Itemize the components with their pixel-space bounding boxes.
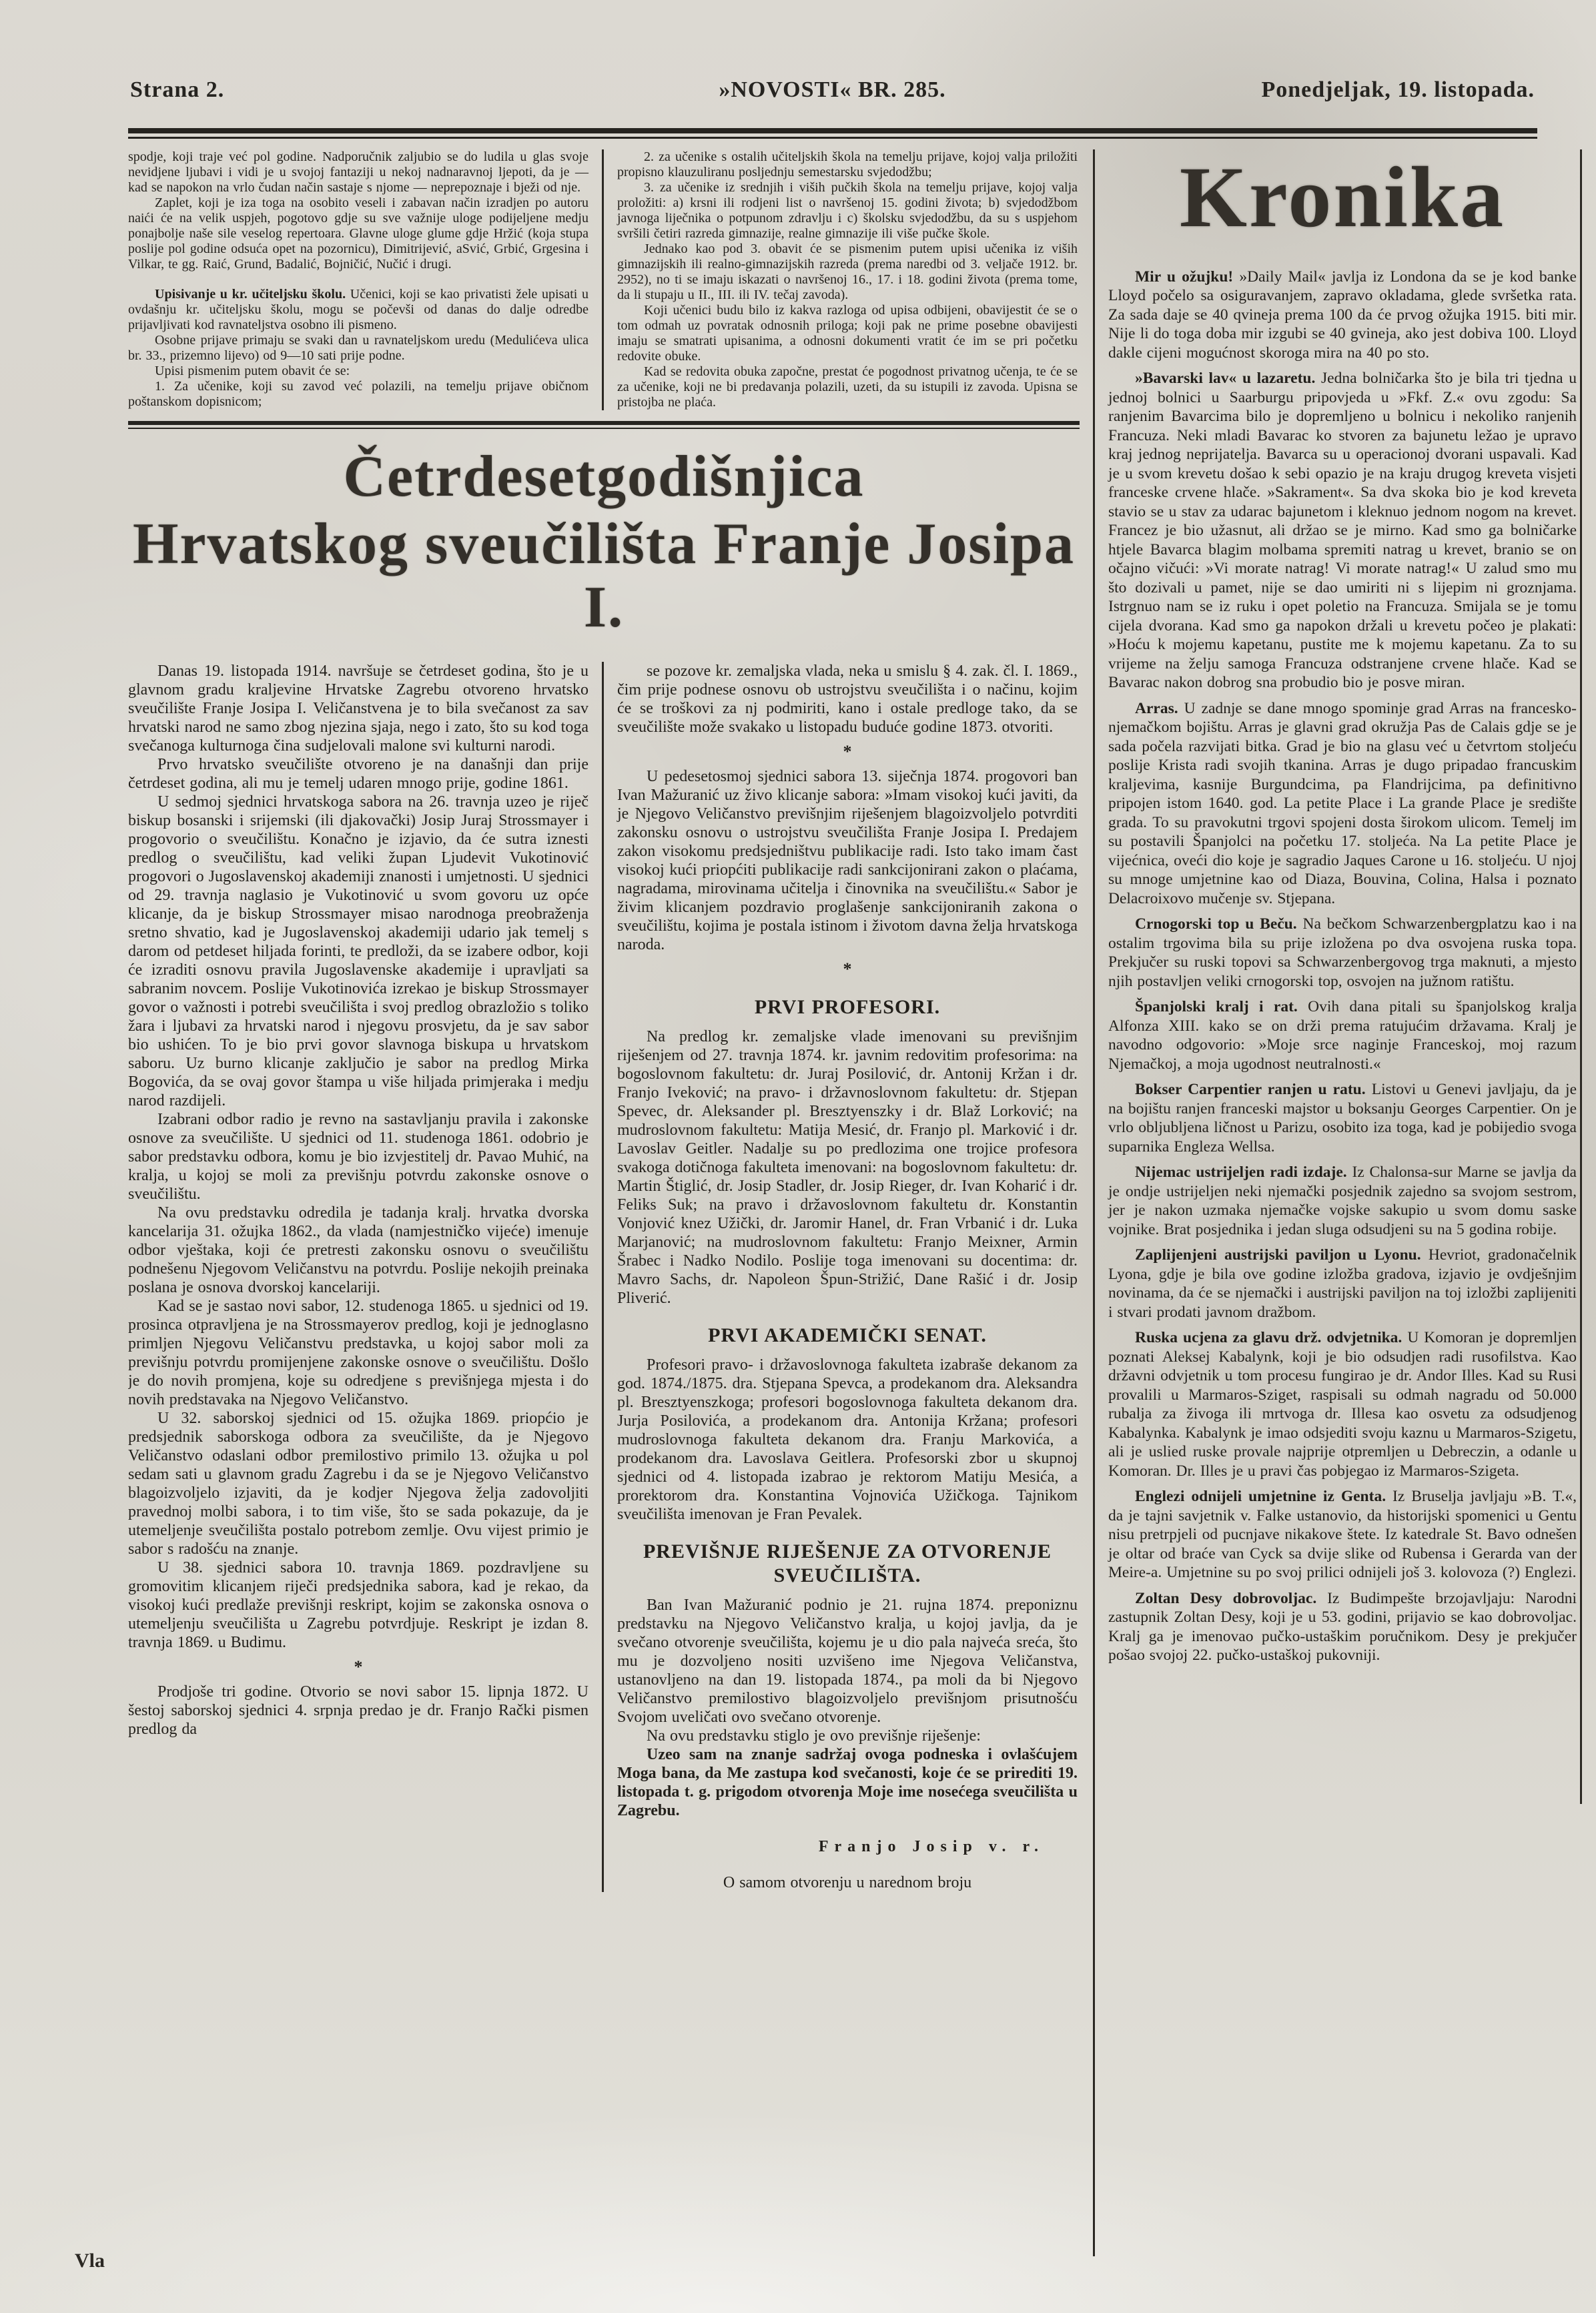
paragraph bbox=[617, 1027, 1078, 1308]
top-section bbox=[128, 149, 1080, 410]
column-divider-2 bbox=[1093, 149, 1095, 2256]
feature-columns bbox=[128, 662, 1080, 1892]
kronika-item-text: Iz Budimpešte brzojavljaju: Narodni zastupnik Zoltan Desy, koji je u 53. godini, prijavio se kao dobrovoljac. Kralj ga je imenovao pučko-ustaškim poručnikom. Desy je prekjučer pošao svojoj 22. pučko-ustaškoj pukovniji. bbox=[1108, 1589, 1577, 1664]
paragraph-text: Kad se redovita obuka započne, prestat će pogodnost privatnog učenja, te će se za učenike, koji ne bi predavanja polazili, uzeti, da su istupili iz zavoda. Upisna se pristojba ne plaća. bbox=[617, 364, 1078, 410]
masthead bbox=[130, 77, 1535, 103]
paragraph bbox=[128, 1683, 588, 1739]
paragraph-text: Na ovu predstavku odredila je tadanja kralj. hrvatka dvorska kancelarija 31. ožujka 1862., da vlada (namjestničko vijeće) imenuje odbor vještaka, koji će pretresti zakonsku osnovu o sveučilištu podnešenu Njegovom Veličanstvu na potvrdu. Poslije nekojih preinaka poslana je osnova dvorskoj kancelariji. bbox=[128, 1204, 588, 1297]
paragraph-text: se pozove kr. zemaljska vlada, neka u smislu § 4. zak. čl. I. 1869., čim prije podnese osnovu ob ustrojstvu sveučilišta i o načinu, kojim će se troškovi za nj podmiriti, kano i ostale predloge tako, da se sveučilište može svakako u listopadu buduće godine 1873. otvoriti. bbox=[617, 662, 1078, 737]
paragraph-text: Izabrani odbor radio je revno na sastavljanju pravila i zakonske osnove za sveučilište. U sjednici od 11. studenoga 1861. odobrio je sabor predstavku odbora, komu je bio izvjestitelj dr. Pavao Muhić, na kralja, u kojoj se moli za previšnju potvrdu zakonske osnove o sveučilištu. bbox=[128, 1111, 588, 1204]
paragraph-text: 2. za učenike s ostalih učiteljskih škola na temelju prijave, kojoj valja priložiti propisno klauzuliranu posljednju semestarsku svjedodžbu; bbox=[617, 149, 1078, 179]
newspaper-title: »NOVOSTI« BR. 285. bbox=[719, 77, 946, 102]
paragraph-text: PRVI AKADEMIČKI SENAT. bbox=[708, 1324, 987, 1347]
paragraph bbox=[128, 333, 588, 364]
kronika-item-text: Listovi u Genevi javljaju, da je na bojištu ranjen franceski majstor u boksanju Georges Carpentier. On je vrlo obljubljena ličnost u Parizu, osobito iza toga, kad je pobijedio svoga suparnika Engleza Wellsa. bbox=[1108, 1081, 1577, 1155]
kronika-title: Kronika bbox=[1179, 149, 1506, 246]
kronika-item-lead: Španjolski kralj i rat. bbox=[1135, 998, 1308, 1015]
paragraph bbox=[128, 1204, 588, 1297]
kronika-item bbox=[1108, 699, 1577, 909]
issue-date: Ponedjeljak, 19. listopada. bbox=[1261, 77, 1535, 102]
paragraph bbox=[128, 755, 588, 793]
kronika-item-lead: Zaplijenjeni austrijski paviljon u Lyonu. bbox=[1135, 1246, 1429, 1264]
kronika-item-lead: Zoltan Desy dobrovoljac. bbox=[1135, 1589, 1328, 1607]
paragraph bbox=[128, 287, 588, 333]
paragraph-text: Učenici, koji se kao privatisti žele upisati u ovdašnju kr. učiteljsku školu, mogu se počevši od danas do dalje odredbe prijavljivati kod ravnateljstva osobno ili pismeno. bbox=[128, 287, 588, 332]
paragraph bbox=[617, 364, 1078, 410]
paragraph bbox=[128, 364, 588, 379]
paragraph bbox=[128, 662, 588, 755]
kronika-item bbox=[1108, 1589, 1577, 1665]
paragraph bbox=[617, 995, 1078, 1019]
kronika-items bbox=[1108, 268, 1577, 1665]
paragraph-lead: Upisivanje u kr. učiteljsku školu. bbox=[155, 287, 350, 302]
feature-headline-line2: Hrvatskog sveučilišta Franje Josipa I. bbox=[133, 512, 1075, 640]
catchword: Vla bbox=[75, 2250, 105, 2272]
paragraph bbox=[617, 767, 1078, 954]
kronika-item-lead: Ruska ucjena za glavu drž. odvjetnika. bbox=[1135, 1329, 1408, 1346]
paragraph bbox=[617, 149, 1078, 180]
section-divider-rule bbox=[128, 421, 1080, 429]
paragraph-text: Osobne prijave primaju se svaki dan u ravnateljskom uredu (Medulićeva ulica br. 33., prizemno lijevo) od 9—10 sati prije podne. bbox=[128, 333, 588, 363]
paragraph bbox=[617, 742, 1078, 762]
paragraph-text: Zaplet, koji je iza toga na osobito veseli i zabavan način izradjen po autoru naići će na velik uspjeh, pogotovo gdje su sve važnije uloge podijeljene medju ponajbolje naše sile veselog repertoara. Glavne uloge glume gdje Hržić (koja stupa poslije pol godine odsuća opet na pozornicu), Dimitrijević, aSvić, Grbić, Grgesina i Vilkar, te gg. Raić, Grund, Badalić, Bojničić, Nučić i drugi. bbox=[128, 195, 588, 272]
kronika-item bbox=[1108, 1163, 1577, 1239]
paragraph-text: U sedmoj sjednici hrvatskoga sabora na 26. travnja uzeo je riječ biskup bosanski i srijemski (ili djakovački) Josip Juraj Strossmayer i progovorio o sveučilištu. Konačno je izjavio, da će sutra iznesti predlog o sveučilištu, kad veliki župan Ljudevit Vukotinović progovori o Jugoslavenskoj akademiji znanosti i umjetnosti. U sjednici od 29. travnja naglasio je Vukotinović u svom govoru uz opće klicanje, da je biskup Strossmayer misao narodnoga preobraženja sretno shvatio, kad je Jugoslavenskoj akademiji udario jak temelj s darom od petdeset hiljada forinti, te predloži, da se izabere odbor, koji će izraditi osnovu pravila Jugoslavenske akademije i upravljati sa sabranim novcem. Poslije Vukotinovića izrekao je biskup Strossmayer govor o važnosti i potrebi sveučilišta i svoj predlog obrazložio s toliko žara i ljubavi za hrvatski narod i njegovu prosvjetu, da je sav sabor bio ushićen. To je bio prvi govor slavnoga biskupa u hrvatskom saboru. Uz burno klicanje zaključio je sabor na predlog Mirka Bogovića, da se ovaj govor štampa u više hiljada primjeraka i medju narod razdijeli. bbox=[128, 793, 588, 1110]
paragraph bbox=[617, 180, 1078, 242]
kronika-item-text: Hevriot, gradonačelnik Lyona, gdje je bila ove godine izložba gradova, izjavio je ovdješnjim novinama, da će se njemački i austrijski paviljon na toj izložbi zaplijeniti i stvari prodati javnom dražbom. bbox=[1108, 1246, 1577, 1321]
paragraph bbox=[617, 303, 1078, 364]
header-rule bbox=[128, 128, 1537, 139]
kronika-item-text: Iz Bruselja javljaju »B. T.«, da je tajni savjetnik v. Falke ustanovio, da historijski spomenici u Gentu nisu pretrpjeli od pucnjave nikakove štete. Iz katedrale St. Bavo odnešen je oltar od braće van Cyck sa dvije slike od Rubensa i Gerarda van der Meire-a. Umjetnine su po svoj prilici odnijeli još 3. kolovoza (?) Englezi. bbox=[1108, 1488, 1577, 1581]
left-top-column bbox=[128, 149, 588, 410]
paragraph-text: Profesori pravo- i državoslovnoga fakulteta izabraše dekanom za god. 1874./1875. dra. Stjepana Spevca, a prodekanom dra. Aleksandra pl. Bresztyenszkoga; profesori bogoslovnoga fakulteta dekanom dra. Jurja Posilovića, a prodekanom dra. Antonija Kržana; profesori mudroslovnoga fakulteta dekanom dra. Franju Markovića, a prodekanom dra. Lavoslava Geitlera. Profesorski zbor u skupnoj sjednici od 4. listopada izabrao je rektorom Matiju Mesića, a prorektorom dra. Konstantina Vojnovića Užičkoga. Tajnikom sveučilišta imenovan je Fran Pevalek. bbox=[617, 1356, 1078, 1524]
kronika-item-lead: Bokser Carpentier ranjen u ratu. bbox=[1135, 1081, 1372, 1098]
middle-top-column bbox=[617, 149, 1078, 410]
feature-headline-line1: Četrdesetgodišnjica bbox=[343, 444, 865, 509]
paragraph bbox=[617, 1745, 1078, 1820]
paragraph-text: Na predlog kr. zemaljske vlade imenovani su previšnjim riješenjem od 27. travnja 1874. kr. javnim redovitim profesorima: na bogoslovnom fakultetu: dr. Juraj Posilović, dr. Antonij Kržan i dr. Franjo Iveković; na pravo- i državnoslovnom fakultetu: dr. Stjepan Spevec, dr. Aleksander pl. Bresztyenszky i dr. Blaž Lorković; na mudroslovnom fakultetu: Matija Mesić, dr. Franjo pl. Marković i dr. Lavoslav Geitler. Nadalje su po predlozima one trojice profesora svakoga dotičnoga fakulteta imenovani: na bogoslovnom fakultetu: dr. Martin Štiglić, dr. Josip Stadler, dr. Josip Rieger, dr. Ivan Koharić i dr. Feliks Suk; na pravo i državoslovnom fakultetu dr. Konstantin Vonjović knez Užički, dr. Jaromir Hanel, dr. Fran Vrbanić i dr. Luka Marjanović; na mudroslovnom fakultetu: Franjo Meixner, Armin Šrabec i Nadko Nodilo. Poslije toga imenovani su docentima: dr. Mavro Sachs, dr. Napoleon Špun-Strižić, Dane Rašić i dr. Josip Pliverić. bbox=[617, 1028, 1078, 1308]
paragraph bbox=[617, 959, 1078, 979]
paragraph-text: Uzeo sam na znanje sadržaj ovoga podneska i ovlašćujem Moga bana, da Me zastupa kod svečanosti, koje će se prirediti 19. listopada t. g. prigodom otvorenja Moje ime nosećega sveučilišta u Zagrebu. bbox=[617, 1746, 1078, 1820]
paragraph bbox=[128, 793, 588, 1110]
paragraph bbox=[617, 1540, 1078, 1588]
kronika-item-lead: Englezi odnijeli umjetnine iz Genta. bbox=[1135, 1488, 1393, 1505]
paragraph-text: * bbox=[843, 959, 852, 979]
paragraph bbox=[128, 1110, 588, 1204]
paragraph-text: Koji učenici budu bilo iz kakva razloga od upisa odbijeni, obavijestit će se o tom odmah uz povratak odnosnih priloga; koji pak ne prime posebne obavijesti imaju se smatrati upisanima, a odnosni dokumenti vratit će im se pri početku redovite obuke. bbox=[617, 303, 1078, 364]
kronika-item bbox=[1108, 268, 1577, 363]
kronika-item-lead: Arras. bbox=[1135, 699, 1184, 717]
paragraph-text: U 38. sjednici sabora 10. travnja 1869. pozdravljene su gromovitim klicanjem riječi predsjednika sabora, kad je rekao, da visokoj kući predlaže previšnji reskript, kojim se zakonska osnova o utemeljenju sveučilišta u Zagrebu potvrdjuje. Reskript je izdan 8. travnja 1869. u Budimu. bbox=[128, 1559, 588, 1652]
kronika-item bbox=[1108, 1328, 1577, 1480]
paragraph-text: Prodjoše tri godine. Otvorio se novi sabor 15. lipnja 1872. U šestoj saborskoj sjednici 4. srpnja predao je dr. Franjo Rački pismen predlog da bbox=[128, 1683, 588, 1739]
paragraph-text: Ban Ivan Mažuranić podnio je 21. rujna 1874. preponiznu predstavku na Njegovo Veličanstvo kralja, u kojoj javlja, da je svečano otvorenje sveučilišta, kojemu je u dio pala najveća sreća, što mu je dozvoljeno nositi uzvišeno ime Njegova Veličanstva, ustanovljeno na dan 19. listopada 1874., pa moli da bi Njegovo Veličanstvo premilostivo blagoizvoljelo previšnjom prisutnošću Svojom uveličati ovo svečano otvorenje. bbox=[617, 1596, 1078, 1727]
paragraph-text: O samom otvorenju u narednom broju bbox=[723, 1874, 972, 1892]
kronika-item-text: Na bečkom Schwarzenbergplatzu kao i na ostalim trgovima bila su prije izložena po dva osvojena ruska topa. Prekjučer su ruski topovi sa Schwarzenbergovog trga maknuti, a mjesto njih postavljen veliki crnogorski top, osvojen na južnom ratištu. bbox=[1108, 915, 1577, 990]
paragraph-text: U 32. saborskoj sjednici od 15. ožujka 1869. priopćio je predsjednik saborskoga odbora za sveučilište, da je Njegovo Veličanstvo odaslani odbor premilostivo primilo 13. ožujka u pol sedam sati u glavnom gradu Zagrebu i da se je Njegovo Veličanstvo blagoizvoljelo izjaviti, da je kodjer Njegova želja zadovoljiti pravednoj molbi sabora, i to tim više, što se sada pokazuje, da je utemeljenje sveučilišta postalo potrebom zemlje. Ovu vijest primio je sabor s radošću na znanje. bbox=[128, 1410, 588, 1558]
kronika-item bbox=[1108, 369, 1577, 692]
paragraph-text: spodje, koji traje već pol godine. Nadporučnik zaljubio se do ludila u glas svoje nevidjene ljubavi i vidi je u svojoj fantaziji u nekoj nadnaravnoj ljepoti, da je — kad se napokon na vrlo čudan način sastaje s njome — neprepoznaje i bježi od nje. bbox=[128, 149, 588, 195]
page-number: Strana 2. bbox=[130, 77, 225, 102]
kronika-item bbox=[1108, 1080, 1577, 1156]
kronika-item-text: »Daily Mail« javlja iz Londona da se je kod banke Lloyd počelo sa osiguravanjem, zapravo okladama, glede svršetka rata. Za sada daje se 40 qvineja prema 100 da će prvog ožujka 1915. biti mir. Nije li do toga doba mir izgubi se 40 gvineja, ako jest dobiva 100. Lloyd dakle cijeni mogućnost skoroga mira na 40 po sto. bbox=[1108, 268, 1577, 362]
feature-column-left bbox=[128, 662, 588, 1892]
paragraph-text: Jednako kao pod 3. obavit će se pismenim putem upisi učenika iz viših gimnazijskih ili realno-gimnazijskih razreda (prema naredbi od 3. veljače 1912. br. 2952), no ti se imaju iskazati o navršenoj 16., 17. i 18. godini života (prema tome, da li stupaju u II., III. ili IV. tečaj zavoda). bbox=[617, 242, 1078, 302]
right-edge-rule bbox=[1580, 149, 1582, 1804]
paragraph-text: Kad se je sastao novi sabor, 12. studenoga 1865. u sjednici od 19. prosinca otpravljena je na Strossmayerov predlog, koji je jednoglasno primljen Njegovu Veličanstvu predstavka, u kojoj sabor moli za previšnju potvrdu promijenjene zakonske osnove o sveučilištu. Došlo je do novih promjena, koje su odredjene s previšnjega mjesta i do novih predstavaka na Njegovo Veličanstvo. bbox=[128, 1298, 588, 1409]
left-region bbox=[128, 149, 1080, 2256]
paragraph bbox=[128, 1558, 588, 1652]
paragraph bbox=[617, 1596, 1078, 1727]
kronika-item-text: U Komoran je dopremljen poznati Aleksej Kabalynk, koji je bio odsudjen radi rusofilstva. Kao državni odvjetnik u tom procesu fungirao je dr. Andor Illes. Kad su Rusi provalili u Marmaros-Sziget, raspisali su odmah nagradu od 50.000 rubalja za živoga ili mrtvoga dr. Illesa kao osvetu za odsudjenog Kabalynka. Kabalynk je imao odsjediti svoju kaznu u Marmaros-Szigetu, ali je uslied ruske provale najprije otpremljen u Debreczin, a odanle u Komoran. Dr. Illes je u pravi čas pobjegao iz Marmaros-Szigeta. bbox=[1108, 1329, 1577, 1480]
feature-column-right bbox=[617, 662, 1078, 1892]
paragraph-text: 1. Za učenike, koji su zavod već polazili, na temelju prijave običnom poštanskom dopisnicom; bbox=[128, 379, 588, 409]
paragraph bbox=[617, 1873, 1078, 1892]
kronika-item-text: U zadnje se dane mnogo spominje grad Arras na francesko-njemačkom bojištu. Arras je glavni grad okružja Pas de Calais gdje se je sada počela razvijati bitka. Grad je bio na glasu već u četvrtom stoljeću poslije Krista radi svojih tkanina. Arras je dugo pripadao francuskim kraljevima, kasnije Burgundcima, pa Flandrijcima, pa definitivno pripojen istom 1640. god. La petite Place i La grande Place je središte grada. To su pravokutni trgovi spojeni dosta širokom ulicom. Temelj im su postavili Španjolci na početku 17. stoljeća. Na La petite Place je vijećnica, oveći dio koje je sagradio Jaques Carone u 16. stoljeću. U njoj su mnoge umjetnine kao od Diaza, Bouvina, Colina, Halsa i poznato Delacroixovo mučenje sv. Stjepana. bbox=[1108, 699, 1577, 907]
kronika-item-lead: »Bavarski lav« u lazaretu. bbox=[1135, 370, 1322, 387]
paragraph bbox=[128, 149, 588, 195]
paragraph-text: Danas 19. listopada 1914. navršuje se četrdeset godina, što je u glavnom gradu kraljevine Hrvatske Zagrebu otvoreno hrvatsko sveučilište Franje Josipa I. Veličanstvena je to bila svečanost za sav hrvatski narod ne samo zbog njezina sjaja, nego i zato, što su kod toga svečanoga kulturnoga čina sudjelovali malone svi kulturni narodi. bbox=[128, 662, 588, 755]
paragraph bbox=[128, 1297, 588, 1409]
paragraph bbox=[128, 379, 588, 410]
feature-article bbox=[128, 433, 1080, 1892]
paragraph-text: Na ovu predstavku stiglo je ovo previšnje riješenje: bbox=[647, 1727, 981, 1745]
paragraph bbox=[617, 1837, 1078, 1856]
paragraph-text: PREVIŠNJE RIJEŠENJE ZA OTVORENJE SVEUČILIŠTA. bbox=[643, 1540, 1052, 1587]
column-divider-1b bbox=[602, 662, 604, 1892]
kronika-item-lead: Mir u ožujku! bbox=[1135, 268, 1240, 286]
paragraph-text: * bbox=[843, 742, 852, 762]
page-columns bbox=[128, 149, 1579, 2256]
paragraph-text: Franjo Josip v. r. bbox=[818, 1838, 1044, 1856]
paragraph bbox=[128, 1409, 588, 1558]
kronika-item-lead: Nijemac ustrijeljen radi izdaje. bbox=[1135, 1164, 1352, 1181]
kronika-item-text: Ovih dana pitali su španjolskog kralja Alfonza XIII. kako se on drži prema ratujućim državama. Kralj je navodno odgovorio: »Moje srce naginje Franceskoj, moj razum Njemačkoj, a moja ugodnost neutralnosti.« bbox=[1108, 998, 1577, 1073]
paragraph bbox=[617, 1356, 1078, 1524]
paragraph bbox=[128, 1657, 588, 1677]
paragraph bbox=[617, 662, 1078, 737]
kronika-item bbox=[1108, 1487, 1577, 1582]
kronika-item-lead: Crnogorski top u Beču. bbox=[1135, 915, 1303, 933]
kronika-item-text: Iz Chalonsa-sur Marne se javlja da je ondje ustrijeljen neki njemački posjednik zajedno sa svojom sestrom, jer je nakon uzmaka njemačke vojske sakupio u svom domu saske vojnike. Brat posjednika i jedan sluga odsudjeni su na 5 godina robije. bbox=[1108, 1164, 1577, 1238]
paragraph bbox=[128, 195, 588, 272]
kronika-item bbox=[1108, 1246, 1577, 1322]
paragraph-text: 3. za učenike iz srednjih i viših pučkih škola na temelju prijave, kojoj valja proložiti: a) krsni ili rodjeni list o navršenoj 15. godini života; b) svjedodžbom javnoga liječnika o potpunom zdravlju i c) školsku svjedodžbu, da su s uspjehom svršili četiri razreda gimnazije, realne gimnazije ili više pučke škole. bbox=[617, 180, 1078, 241]
kronika-item bbox=[1108, 997, 1577, 1073]
kronika-item-text: Jedna bolničarka što je bila tri tjedna u jednoj bolnici u Saarburgu pripovjeda u »Fkf. Z.« ovu zgodu: Sa ranjenim Bavarcima bilo je dopremljeno u bolnicu i nekoliko ranjenih Francuza. Neki mladi Bavarac ko stvoren za bajunetu ležao je upravo kraj jednog neprijatelja. Bavarca su u operacionoj dvorani uspavali. Kad je u svom krevetu došao k sebi opazio je na kraju drugog kreveta visjeti franceske crvene hlače. »Sakrament«. Sa dva skoka bio je kod kreveta stavio se u stav za udarac bajunetom i kleknuo jednom nogom na krevet. Francez je bio užasnut, ali držao se je mirno. Kad smo ga bolničarke htjele Bavarca blagim molbama spremiti natrag u krevet, branio se on očajno vičući: »Vi morate natrag! Vi morate natrag!« U zalud smo mu što dozivali u pamet, nije se dao umiriti ni s lijepim ni groznjama. Istrgnuo nam se iz ruku i opet poletio na Francuza. Smijala se je tomu cijela dvorana. Kad smo ga napokon držali u krevetu počeo je plakati: »Hoću k mojemu kapetanu, pustite me k mojemu kapetanu. Za to su vrijeme na želju samoga Francuza odstranjene crvene hlače. Kad se Bavarac nakon dobrog sna probudio bio je posve miran. bbox=[1108, 370, 1577, 691]
paragraph-text: Prvo hrvatsko sveučilište otvoreno je na današnji dan prije četrdeset godina, ali mu je temelj udaren mnogo prije, godine 1861. bbox=[128, 756, 588, 793]
paragraph-text: PRVI PROFESORI. bbox=[754, 996, 941, 1019]
paragraph bbox=[617, 1324, 1078, 1348]
paragraph-text: Upisi pismenim putem obavit će se: bbox=[155, 364, 350, 378]
kronika-section bbox=[1108, 149, 1577, 2256]
column-divider-1 bbox=[602, 149, 604, 410]
paragraph-text: U pedesetosmoj sjednici sabora 13. siječnja 1874. progovori ban Ivan Mažuranić uz živo klicanje sabora: »Imam visokoj kući javiti, da je Njegovo Veličanstvo previšnjim riješenjem blagoizvoljelo potvrditi zakonsku osnovu o ustrojstvu sveučilišta Franje Josipa I. Predajem zakon visokomu predsjedništvu publikacije radi. Isto tako imam čast visokoj kući priopćiti publikacije radi sankcijonirani zakon o plaćama, nagradama, mirovinama učitelja i činovnika na sveučilištu.« Sabor je živim klicanjem pozdravio proglašenje sankcijoniranih zakona o sveučilištu, kojima je postala istinom i životom davna želja hrvatskoga naroda. bbox=[617, 768, 1078, 954]
paragraph-text: * bbox=[354, 1657, 363, 1677]
paragraph bbox=[617, 1727, 1078, 1745]
paragraph bbox=[617, 242, 1078, 303]
kronika-item bbox=[1108, 915, 1577, 991]
